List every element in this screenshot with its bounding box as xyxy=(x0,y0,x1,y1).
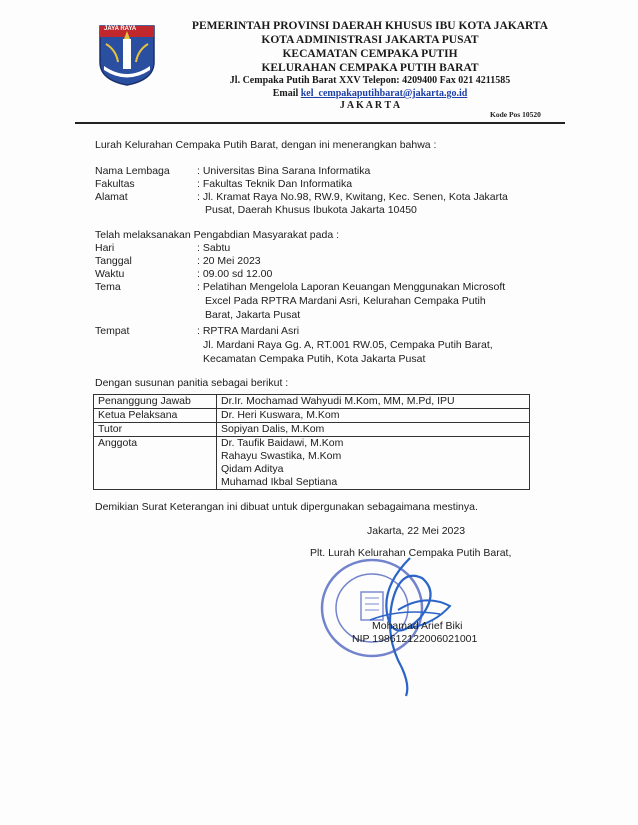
value-nama-lembaga: : Universitas Bina Sarana Informatika xyxy=(197,165,371,177)
committee-heading: Dengan susunan panitia sebagai berikut : xyxy=(95,377,289,389)
label-alamat: Alamat xyxy=(95,191,128,203)
label-tema: Tema xyxy=(95,281,121,293)
value-alamat-cont: Pusat, Daerah Khusus Ibukota Jakarta 10450 xyxy=(205,204,417,216)
member-name: Rahayu Swastika, M.Kom xyxy=(221,450,342,462)
value-tempat-1: : RPTRA Mardani Asri xyxy=(197,325,300,337)
header-line-3: KECAMATAN CEMPAKA PUTIH xyxy=(282,48,458,60)
value-hari: : Sabtu xyxy=(197,242,231,254)
label-waktu: Waktu xyxy=(95,268,125,280)
role-cell: Ketua Pelaksana xyxy=(94,409,217,423)
member-name: Muhamad Ikbal Septiana xyxy=(221,476,338,488)
value-tema-3: Barat, Jakarta Pusat xyxy=(205,309,301,321)
header-divider xyxy=(75,122,565,124)
email-label: Email xyxy=(272,88,299,99)
header-address: Jl. Cempaka Putih Barat XXV Telepon: 4209400 Fax 021 4211585 xyxy=(229,75,511,86)
header-city: J A K A R T A xyxy=(339,100,401,111)
signature-position: Plt. Lurah Kelurahan Cempaka Putih Barat, xyxy=(310,547,512,559)
value-tanggal: : 20 Mei 2023 xyxy=(197,255,261,267)
table-row xyxy=(94,409,530,423)
role-cell: Penanggung Jawab xyxy=(94,395,217,409)
names-cell: Sopiyan Dalis, M.Kom xyxy=(217,423,530,437)
role-cell: Tutor xyxy=(94,423,217,437)
header-email-line xyxy=(170,88,570,99)
value-waktu: : 09.00 sd 12.00 xyxy=(197,268,273,280)
email-link[interactable]: kel_cempakaputihbarat@jakarta.go.id xyxy=(300,88,468,99)
signatory-nip: NIP 198612122006021001 xyxy=(352,633,478,645)
value-tema-2: Excel Pada RPTRA Mardani Asri, Kelurahan Cempaka Putih xyxy=(205,295,486,307)
table-row xyxy=(94,437,530,490)
member-name: Dr. Taufik Baidawi, M.Kom xyxy=(221,437,344,449)
names-cell xyxy=(217,437,530,490)
names-cell: Dr. Heri Kuswara, M.Kom xyxy=(217,409,530,423)
value-tema-1: : Pelatihan Mengelola Laporan Keuangan Menggunakan Microsoft xyxy=(197,281,506,293)
value-tempat-3: Kecamatan Cempaka Putih, Kota Jakarta Pusat xyxy=(203,353,426,365)
label-hari: Hari xyxy=(95,242,115,254)
table-row xyxy=(94,423,530,437)
value-alamat: : Jl. Kramat Raya No.98, RW.9, Kwitang, Kec. Senen, Kota Jakarta xyxy=(197,191,508,203)
value-fakultas: : Fakultas Teknik Dan Informatika xyxy=(197,178,353,190)
value-tempat-2: Jl. Mardani Raya Gg. A, RT.001 RW.05, Cempaka Putih Barat, xyxy=(203,339,493,351)
label-fakultas: Fakultas xyxy=(95,178,135,190)
header-line-1: PEMERINTAH PROVINSI DAERAH KHUSUS IBU KOTA JAKARTA xyxy=(191,20,549,32)
header-line-4: KELURAHAN CEMPAKA PUTIH BARAT xyxy=(261,62,479,74)
label-tanggal: Tanggal xyxy=(95,255,132,267)
signature-place-date: Jakarta, 22 Mei 2023 xyxy=(367,525,466,537)
activity-heading: Telah melaksanakan Pengabdian Masyarakat pada : xyxy=(95,229,339,241)
member-name: Qidam Aditya xyxy=(221,463,284,475)
intro-text: Lurah Kelurahan Cempaka Putih Barat, dengan ini menerangkan bahwa : xyxy=(95,139,437,151)
role-cell: Anggota xyxy=(94,437,217,490)
label-tempat: Tempat xyxy=(95,325,130,337)
table-row xyxy=(94,395,530,409)
committee-table xyxy=(93,394,530,490)
header-line-2: KOTA ADMINISTRASI JAKARTA PUSAT xyxy=(261,34,479,46)
signatory-name: Mohamad Arief Biki xyxy=(372,620,463,632)
label-nama-lembaga: Nama Lembaga xyxy=(95,165,170,177)
names-cell: Dr.Ir. Mochamad Wahyudi M.Kom, MM, M.Pd, IPU xyxy=(217,395,530,409)
postal-code: Kode Pos 10520 xyxy=(490,110,541,119)
logo-text: JAYA RAYA xyxy=(104,26,137,32)
closing-text: Demikian Surat Keterangan ini dibuat untuk dipergunakan sebagaimana mestinya. xyxy=(95,501,478,513)
